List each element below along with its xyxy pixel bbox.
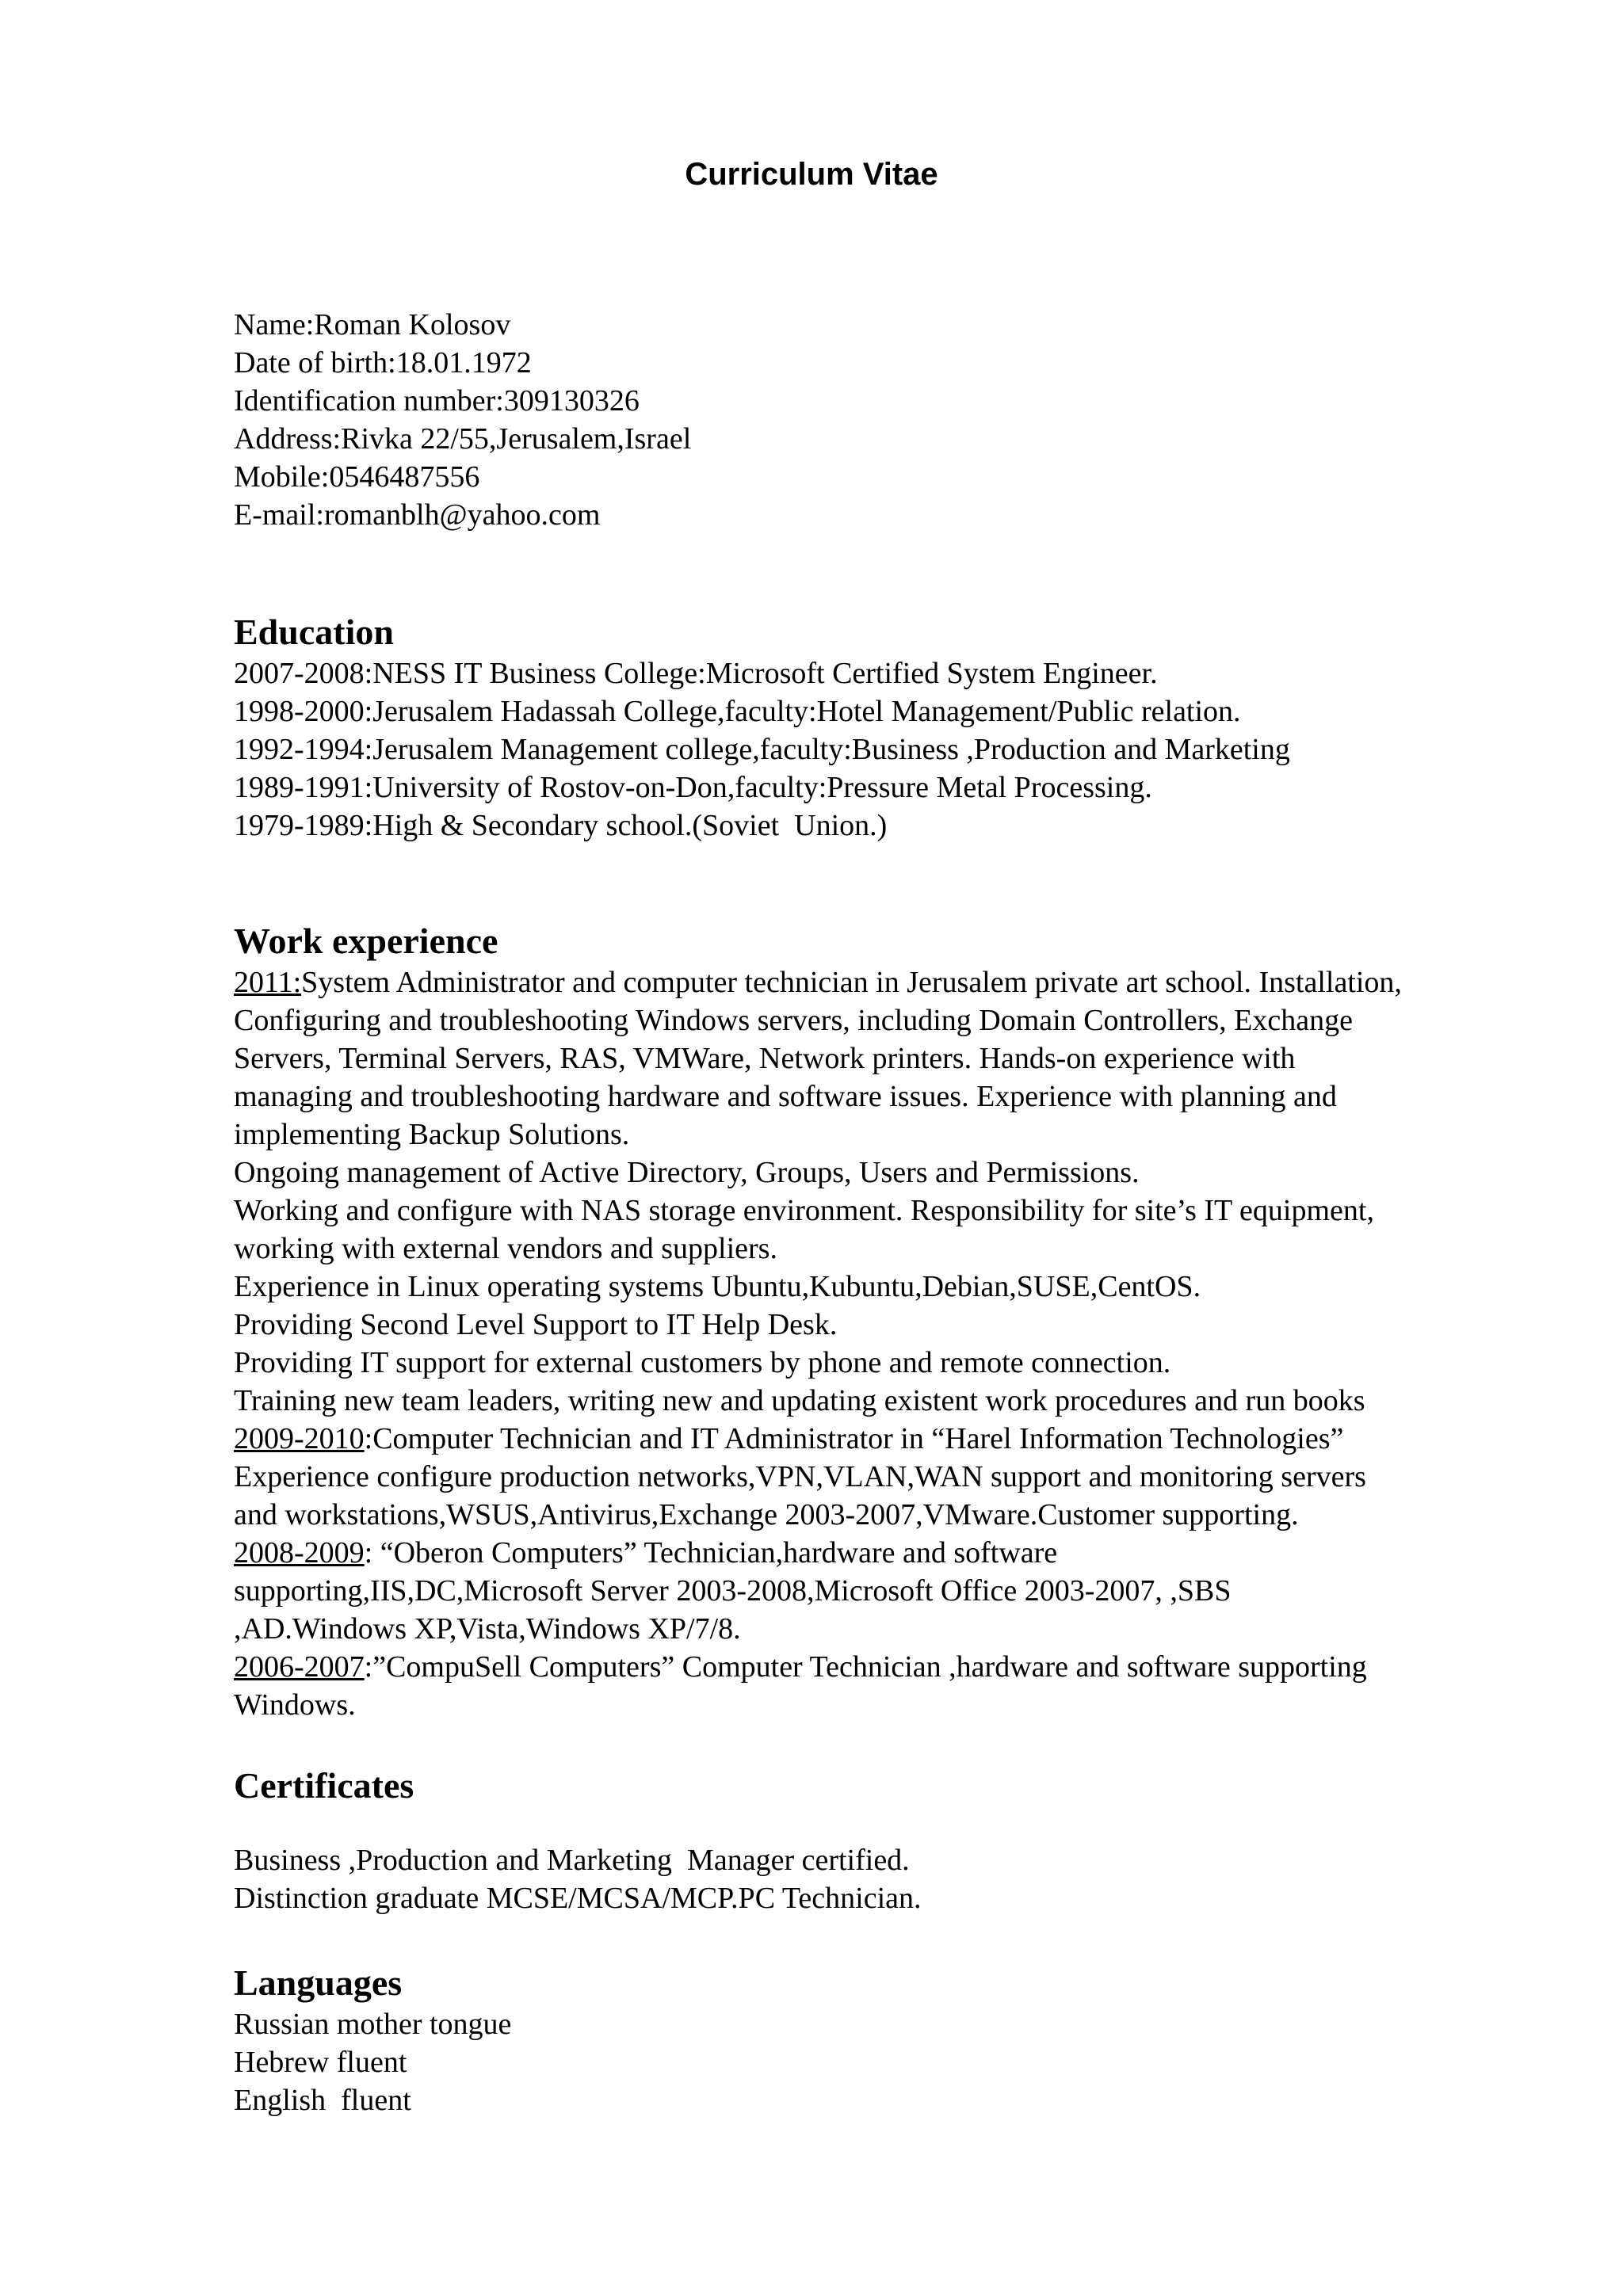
certificate-item: Distinction graduate MCSE/MCSA/MCP.PC Technician. [234,1882,922,1915]
document-title: Curriculum Vitae [685,157,938,192]
personal-id: Identification number:309130326 [234,384,640,418]
work-section [234,919,1533,1724]
work-entry [234,1534,1533,1648]
work-entry [234,1420,1533,1534]
work-description: System Administrator and computer technician in Jerusalem private art school. Installation, Configuring and troubleshooting Windows servers, including Domain Controllers, Exchange Servers, Terminal Servers, RAS, VMWare, Network printers. Hands-on experience with managing and troubleshooting hardware and software issues. Experience with planning and implementing Backup Solutions. Ongoing management of Active Directory, Groups, Users and Permissions. Working and configure with NAS storage environment. Responsibility for site’s IT equipment, working with external vendors and suppliers. Experience in Linux operating systems Ubuntu,Kubuntu,Debian,SUSE,CentOS. Providing Second Level Support to IT Help Desk. Providing IT support for external customers by phone and remote connection. Training new team leaders, writing new and updating existent work procedures and run books [234,966,1402,1417]
work-description: :”CompuSell Computers” Computer Technician ,hardware and software supporting Windows. [234,1650,1367,1722]
work-period: 2009-2010 [234,1422,365,1455]
work-description: :Computer Technician and IT Administrator in “Harel Information Technologies” Experience configure production networks,VPN,VLAN,WAN support and monitoring servers and workstations,WSUS,Antivirus,Exchange 2003-2007,VMware.Customer supporting. [234,1422,1366,1531]
work-entry [234,1648,1533,1724]
personal-address: Address:Rivka 22/55,Jerusalem,Israel [234,422,692,456]
personal-mobile: Mobile:0546487556 [234,460,480,494]
language-item: Russian mother tongue [234,2008,512,2041]
education-section [234,610,1533,845]
education-item: 1989-1991:University of Rostov-on-Don,faculty:Pressure Metal Processing. [234,771,1152,804]
personal-name: Name:Roman Kolosov [234,308,511,341]
work-entry [234,963,1533,1420]
education-item: 2007-2008:NESS IT Business College:Microsoft Certified System Engineer. [234,657,1158,690]
personal-dob: Date of birth:18.01.1972 [234,346,532,379]
personal-info [234,306,1533,534]
language-item: English fluent [234,2084,411,2117]
personal-email: E-mail:romanblh@yahoo.com [234,498,601,532]
languages-heading: Languages [234,1962,403,2003]
certificates-section [234,1764,1533,1917]
language-item: Hebrew fluent [234,2046,407,2079]
work-period: 2008-2009 [234,1536,365,1569]
education-item: 1992-1994:Jerusalem Management college,faculty:Business ,Production and Marketing [234,733,1290,766]
certificate-item: Business ,Production and Marketing Manager certified. [234,1844,910,1877]
education-item: 1998-2000:Jerusalem Hadassah College,faculty:Hotel Management/Public relation. [234,695,1241,728]
education-heading: Education [234,612,394,652]
work-description: : “Oberon Computers” Technician,hardware and software supporting,IIS,DC,Microsoft Server 2003-2008,Microsoft Office 2003-2007, ,SBS ,AD.Windows XP,Vista,Windows XP/7/8. [234,1536,1232,1646]
work-heading: Work experience [234,921,498,961]
work-period: 2011: [234,966,302,999]
languages-section [234,1961,1533,2119]
work-period: 2006-2007 [234,1650,365,1684]
education-item: 1979-1989:High & Secondary school.(Soviet Union.) [234,809,888,842]
certificates-heading: Certificates [234,1765,414,1806]
